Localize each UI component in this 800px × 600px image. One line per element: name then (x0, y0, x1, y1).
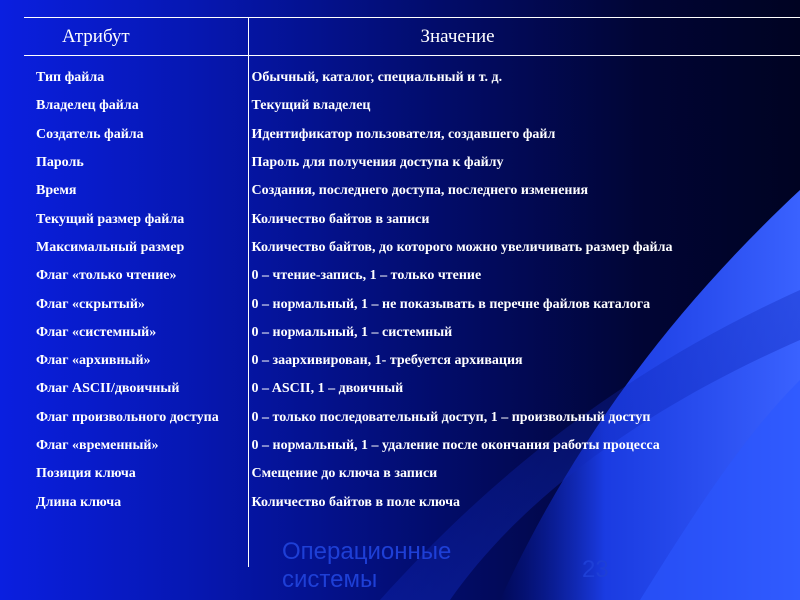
row-attribute: Флаг «временный» (24, 432, 248, 460)
row-value: 0 – нормальный, 1 – системный (251, 324, 453, 340)
row-value: 0 – чтение-запись, 1 – только чтение (251, 268, 482, 284)
spacer-cell (24, 517, 248, 567)
row-attribute: Владелец файла (24, 92, 248, 120)
table-row (24, 234, 800, 262)
row-value: Пароль для получения доступа к файлу (251, 155, 504, 171)
table-row (24, 347, 800, 375)
table-row (24, 149, 800, 177)
table-row (24, 488, 800, 516)
table-row (24, 92, 800, 120)
table-header-row (24, 18, 800, 56)
row-attribute: Позиция ключа (24, 460, 248, 488)
row-value: Количество байтов в записи (251, 211, 430, 227)
table-row (24, 121, 800, 149)
table-row (24, 432, 800, 460)
attribute-table-container (24, 17, 800, 567)
row-attribute: Тип файла (24, 56, 248, 93)
header-attribute: Атрибут (24, 18, 248, 56)
footer-title: Операционные системы (282, 538, 452, 593)
row-attribute: Длина ключа (24, 488, 248, 516)
row-attribute: Флаг «скрытый» (24, 290, 248, 318)
file-attributes-table (24, 17, 800, 567)
row-value: Создания, последнего доступа, последнего изменения (251, 183, 589, 199)
row-value: 0 – нормальный, 1 – не показывать в перечне файлов каталога (251, 296, 651, 312)
row-attribute: Флаг ASCII/двоичный (24, 375, 248, 403)
row-value: Обычный, каталог, специальный и т. д. (251, 70, 503, 86)
row-attribute: Текущий размер файла (24, 205, 248, 233)
row-attribute: Пароль (24, 149, 248, 177)
row-value: Смещение до ключа в записи (251, 466, 438, 482)
row-attribute: Флаг произвольного доступа (24, 404, 248, 432)
row-attribute: Максимальный размер (24, 234, 248, 262)
page-number: 23 (582, 556, 609, 583)
row-value: 0 – ASCII, 1 – двоичный (251, 381, 404, 397)
header-value: Значение (248, 18, 800, 56)
row-attribute: Создатель файла (24, 121, 248, 149)
table-row (24, 205, 800, 233)
row-value: Идентификатор пользователя, создавшего файл (251, 126, 556, 142)
table-row (24, 177, 800, 205)
row-value: Количество байтов, до которого можно увеличивать размер файла (251, 239, 673, 255)
table-row (24, 290, 800, 318)
table-row (24, 375, 800, 403)
row-value: Текущий владелец (251, 98, 371, 114)
table-row (24, 56, 800, 93)
table-row (24, 460, 800, 488)
row-value: 0 – нормальный, 1 – удаление после окончания работы процесса (251, 438, 660, 453)
row-attribute: Флаг «архивный» (24, 347, 248, 375)
row-value: 0 – только последовательный доступ, 1 – произвольный доступ (251, 409, 651, 425)
row-attribute: Время (24, 177, 248, 205)
row-attribute: Флаг «только чтение» (24, 262, 248, 290)
row-value: 0 – заархивирован, 1- требуется архивация (251, 353, 523, 369)
row-value: Количество байтов в поле ключа (251, 494, 460, 510)
row-attribute: Флаг «системный» (24, 319, 248, 347)
table-row (24, 262, 800, 290)
table-row (24, 404, 800, 432)
table-row (24, 319, 800, 347)
